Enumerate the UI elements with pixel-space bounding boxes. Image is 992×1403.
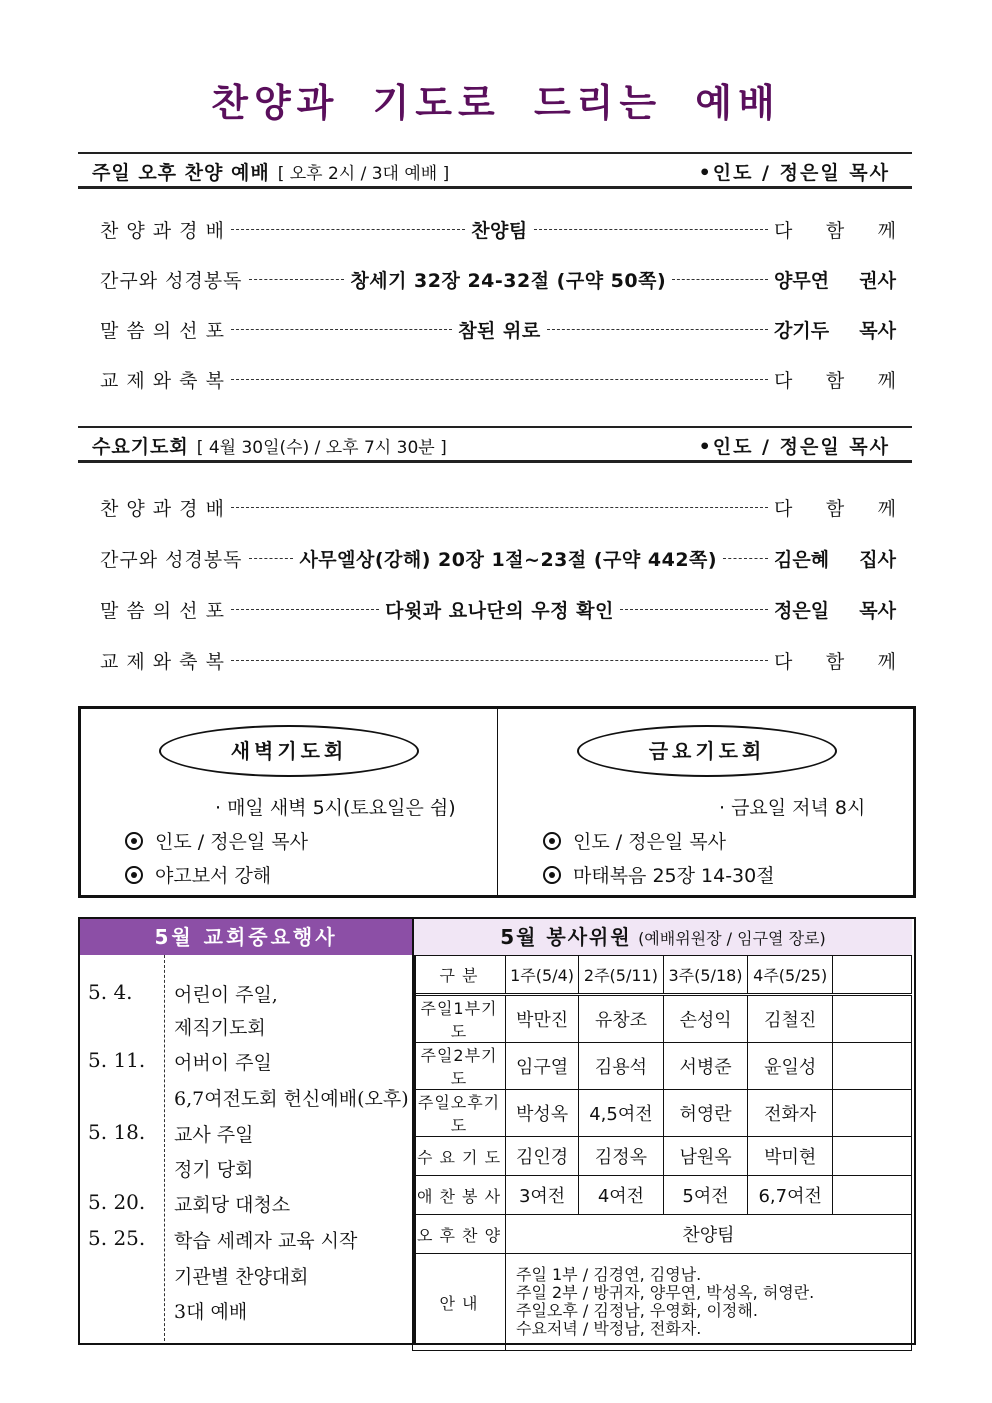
event-text: 6,7여전도회 헌신예배(오후)	[174, 1088, 409, 1110]
sunday-service-leader: •인도 / 정은일 목사	[698, 162, 890, 184]
event-date: 5. 25.	[88, 1226, 146, 1250]
sunday-order-row	[100, 364, 896, 394]
prayer-meetings-box	[78, 706, 916, 898]
column-header	[833, 956, 912, 995]
dawn-prayer-leader: 인도 / 정은일 목사	[155, 831, 308, 853]
wednesday-order-row	[100, 543, 896, 573]
order-label: 간구와 성경봉독	[100, 548, 243, 571]
service-title: 5월 봉사위원	[500, 925, 632, 949]
table-header-row	[413, 956, 912, 995]
notice-line: 주일 1부 / 김경연, 김영남.	[516, 1265, 702, 1284]
duty-cell	[833, 995, 912, 1043]
duty-cell: 박미현	[748, 1137, 833, 1176]
role-cell: 오 후 찬 양	[413, 1215, 506, 1254]
friday-prayer-text-line	[543, 861, 775, 888]
dawn-prayer-title: 새벽기도회	[159, 725, 419, 777]
order-label: 교 제 와 축 복	[100, 369, 225, 392]
order-label: 말 씀 의 선 포	[100, 599, 225, 622]
sunday-service-time: [ 오후 2시 / 3대 예배 ]	[277, 164, 450, 184]
event-text: 제직기도회	[174, 1017, 266, 1039]
duty-cell: 손성익	[663, 995, 748, 1043]
sunday-order-row	[100, 264, 896, 294]
duty-cell	[833, 1043, 912, 1090]
duty-cell: 6,7여전	[748, 1176, 833, 1215]
friday-prayer-text: 마태복음 25장 14-30절	[573, 865, 775, 887]
dawn-prayer-text-line	[125, 861, 271, 888]
order-person: 다 함 께	[774, 219, 896, 242]
wednesday-order-row	[100, 594, 896, 624]
sunday-service-name: 주일 오후 찬양 예배	[92, 162, 270, 184]
event-text: 3대 예배	[174, 1301, 248, 1323]
service-table	[412, 955, 912, 1351]
duty-cell: 유창조	[579, 995, 664, 1043]
role-cell: 주일1부기도	[413, 995, 506, 1043]
order-label: 간구와 성경봉독	[100, 269, 243, 292]
wednesday-service-time: [ 4월 30일(수) / 오후 7시 30분 ]	[196, 438, 447, 458]
order-label: 찬 양 과 경 배	[100, 497, 225, 520]
notice-line: 주일오후 / 김정남, 우영화, 이정해.	[516, 1301, 758, 1320]
dawn-prayer-text: 야고보서 강해	[155, 865, 272, 887]
bullet-icon	[543, 832, 561, 850]
event-date: 5. 20.	[88, 1190, 146, 1214]
order-person: 강기두 목사	[774, 319, 896, 342]
order-content: 찬양팀	[471, 219, 528, 242]
order-person: 김은혜 집사	[774, 548, 896, 571]
dawn-prayer-time: · 매일 새벽 5시(토요일은 쉼)	[215, 797, 456, 819]
sunday-service-header	[78, 152, 912, 189]
event-date: 5. 4.	[88, 980, 133, 1004]
column-header: 1주(5/4)	[506, 956, 579, 995]
friday-prayer-title: 금요기도회	[577, 725, 837, 777]
duty-cell: 윤일성	[748, 1043, 833, 1090]
dawn-prayer-leader-line	[125, 827, 308, 854]
page-title: 찬양과 기도로 드리는 예배	[211, 81, 781, 125]
order-label: 말 씀 의 선 포	[100, 319, 225, 342]
duty-cell: 김용석	[579, 1043, 664, 1090]
duty-cell	[833, 1176, 912, 1215]
wednesday-service-leader: •인도 / 정은일 목사	[698, 436, 890, 458]
notice-cell	[506, 1254, 912, 1351]
event-text: 교회당 대청소	[174, 1194, 291, 1216]
order-person: 정은일 목사	[774, 599, 896, 622]
table-row	[413, 1215, 912, 1254]
bullet-icon	[125, 866, 143, 884]
events-header: 5월 교회중요행사	[80, 919, 412, 955]
notice-line: 수요저녁 / 박정남, 전화자.	[516, 1319, 702, 1338]
wednesday-order-row	[100, 492, 896, 522]
duty-cell: 김철진	[748, 995, 833, 1043]
duty-cell: 박만진	[506, 995, 579, 1043]
table-row	[413, 1090, 912, 1137]
role-cell: 수 요 기 도	[413, 1137, 506, 1176]
table-row	[413, 995, 912, 1043]
order-person: 다 함 께	[774, 497, 896, 520]
duty-cell: 허영란	[663, 1090, 748, 1137]
table-row	[413, 1254, 912, 1351]
order-content: 다윗과 요나단의 우정 확인	[385, 599, 614, 622]
column-header: 3주(5/18)	[663, 956, 748, 995]
order-content: 사무엘상(강해) 20장 1절~23절 (구약 442쪽)	[299, 548, 718, 571]
wednesday-order-row	[100, 645, 896, 675]
service-header	[414, 919, 912, 956]
friday-prayer-leader: 인도 / 정은일 목사	[573, 831, 726, 853]
duty-cell: 3여전	[506, 1176, 579, 1215]
bullet-icon	[125, 832, 143, 850]
service-subtitle: (예배위원장 / 임구열 장로)	[638, 929, 826, 948]
order-person: 다 함 께	[774, 369, 896, 392]
event-text: 교사 주일	[174, 1124, 254, 1146]
duty-cell	[833, 1090, 912, 1137]
table-row	[413, 1176, 912, 1215]
praise-cell: 찬양팀	[506, 1215, 912, 1254]
wednesday-service-header	[78, 426, 912, 463]
event-text: 어린이 주일,	[174, 984, 278, 1006]
event-text: 정기 당회	[174, 1159, 254, 1181]
table-row	[413, 1043, 912, 1090]
order-label: 찬 양 과 경 배	[100, 219, 225, 242]
duty-cell: 5여전	[663, 1176, 748, 1215]
events-divider	[164, 955, 165, 1341]
duty-cell	[833, 1137, 912, 1176]
wednesday-service-name: 수요기도회	[92, 436, 189, 458]
friday-prayer-leader-line	[543, 827, 726, 854]
notice-line: 주일 2부 / 방귀자, 양무연, 박성옥, 허영란.	[516, 1283, 815, 1302]
order-person: 다 함 께	[774, 650, 896, 673]
role-cell: 주일2부기도	[413, 1043, 506, 1090]
order-content: 참된 위로	[458, 319, 541, 342]
duty-cell: 김정옥	[579, 1137, 664, 1176]
sunday-order-row	[100, 314, 896, 344]
table-row	[413, 1137, 912, 1176]
event-text: 학습 세례자 교육 시작	[174, 1230, 358, 1252]
duty-cell: 임구열	[506, 1043, 579, 1090]
bullet-icon	[543, 866, 561, 884]
duty-cell: 남원옥	[663, 1137, 748, 1176]
duty-cell: 박성옥	[506, 1090, 579, 1137]
role-cell: 주일오후기도	[413, 1090, 506, 1137]
event-date: 5. 11.	[88, 1048, 146, 1072]
column-header: 2주(5/11)	[579, 956, 664, 995]
event-date: 5. 18.	[88, 1120, 146, 1144]
event-text: 기관별 찬양대회	[174, 1266, 309, 1288]
event-text: 어버이 주일	[174, 1052, 272, 1074]
role-cell: 안 내	[413, 1254, 506, 1351]
order-person: 양무연 권사	[774, 269, 896, 292]
duty-cell: 김인경	[506, 1137, 579, 1176]
duty-cell: 4,5여전	[579, 1090, 664, 1137]
friday-prayer-time: · 금요일 저녁 8시	[719, 797, 866, 819]
duty-cell: 4여전	[579, 1176, 664, 1215]
column-header: 4주(5/25)	[748, 956, 833, 995]
order-label: 교 제 와 축 복	[100, 650, 225, 673]
order-content: 창세기 32장 24-32절 (구약 50쪽)	[350, 269, 667, 292]
sunday-order-row	[100, 214, 896, 244]
duty-cell: 전화자	[748, 1090, 833, 1137]
role-cell: 애 찬 봉 사	[413, 1176, 506, 1215]
duty-cell: 서병준	[663, 1043, 748, 1090]
column-header: 구 분	[413, 956, 506, 995]
